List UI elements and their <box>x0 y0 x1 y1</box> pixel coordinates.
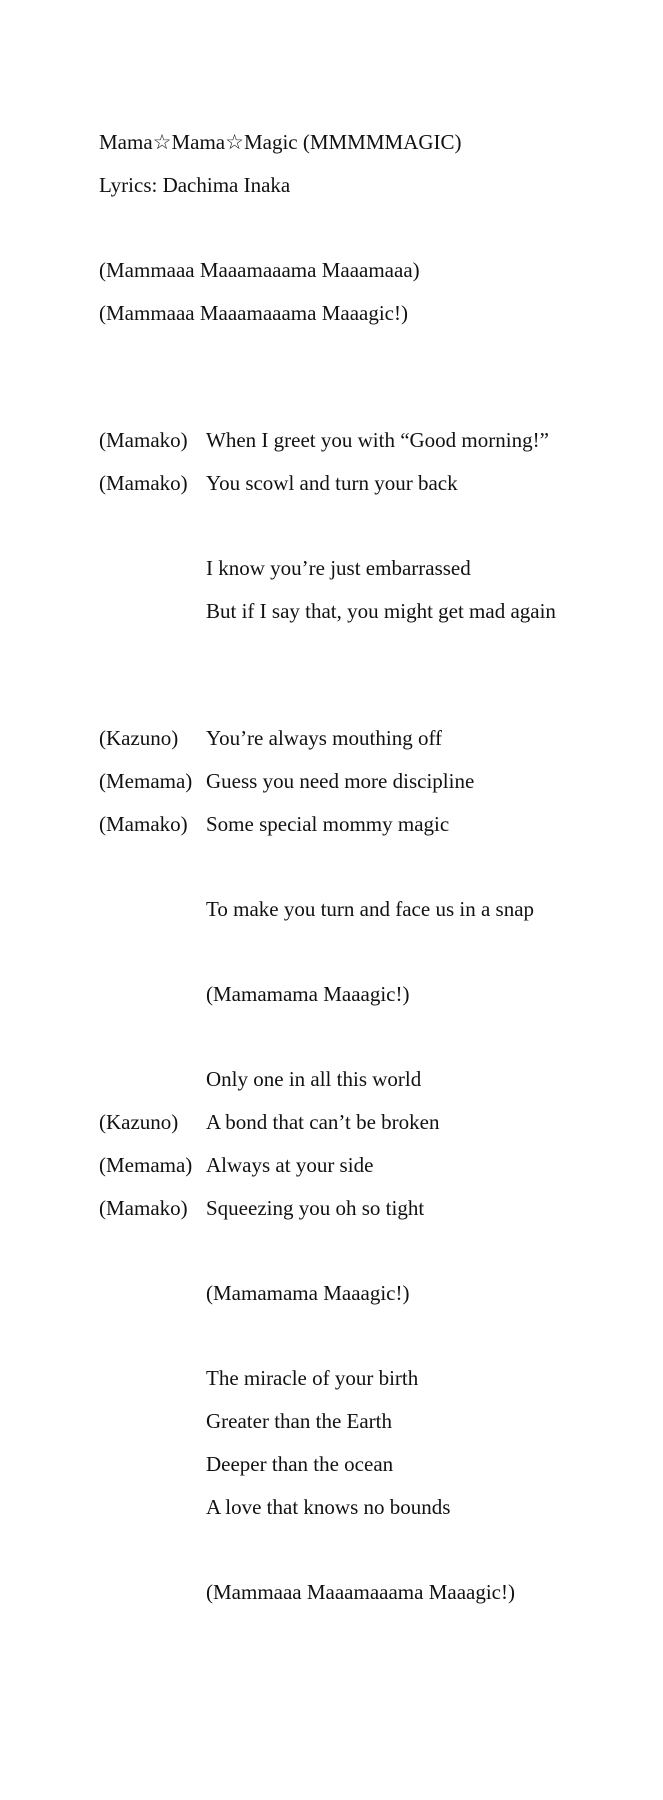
song-title: Mama☆Mama☆Magic (MMMMMAGIC) <box>99 130 462 154</box>
lyric-text: A love that knows no bounds <box>206 1495 451 1519</box>
lyric-text: Some special mommy magic <box>206 812 450 836</box>
intro-text: (Mammaaa Maaamaaama Maaamaaa) <box>99 258 420 282</box>
song-title-line <box>99 121 643 163</box>
lyric-text: You scowl and turn your back <box>206 471 458 495</box>
lyric-text: Squeezing you oh so tight <box>206 1196 425 1220</box>
lyric-line <box>99 1272 643 1314</box>
lyric-line <box>99 717 643 759</box>
lyric-line <box>99 1058 643 1100</box>
lyric-line <box>99 1357 643 1399</box>
lyric-line <box>99 973 643 1015</box>
lyric-text: Guess you need more discipline <box>206 769 475 793</box>
lyric-text: (Mamamama Maaagic!) <box>206 982 410 1006</box>
lyrics-credit: Lyrics: Dachima Inaka <box>99 173 291 197</box>
lyric-line <box>99 760 643 802</box>
speaker-label: (Memama) <box>99 1153 193 1177</box>
intro-text: (Mammaaa Maaamaaama Maaagic!) <box>99 301 408 325</box>
lyric-text: The miracle of your birth <box>206 1366 419 1390</box>
lyric-line <box>99 1486 643 1528</box>
lyric-text: I know you’re just embarrassed <box>206 556 471 580</box>
lyric-text: (Mamamama Maaagic!) <box>206 1281 410 1305</box>
speaker-label: (Mamako) <box>99 1196 188 1220</box>
intro-line <box>99 292 643 334</box>
lyric-line <box>99 1443 643 1485</box>
speaker-label: (Mamako) <box>99 812 188 836</box>
speaker-label: (Mamako) <box>99 428 188 452</box>
lyric-line <box>99 462 643 504</box>
lyric-line <box>99 1144 643 1186</box>
lyric-line <box>99 1571 643 1613</box>
lyric-line <box>99 419 643 461</box>
lyric-line <box>99 1187 643 1229</box>
speaker-label: (Kazuno) <box>99 1110 179 1134</box>
lyric-line <box>99 803 643 845</box>
lyric-text: You’re always mouthing off <box>206 726 443 750</box>
lyric-text: Deeper than the ocean <box>206 1452 394 1476</box>
lyric-text: Greater than the Earth <box>206 1409 392 1433</box>
intro-line <box>99 249 643 291</box>
lyric-text: To make you turn and face us in a snap <box>206 897 535 921</box>
lyric-line <box>99 888 643 930</box>
lyric-line <box>99 1101 643 1143</box>
lyric-line <box>99 1400 643 1442</box>
lyric-line <box>99 590 643 632</box>
lyric-text: A bond that can’t be broken <box>206 1110 440 1134</box>
lyric-text: But if I say that, you might get mad again <box>206 599 556 623</box>
lyric-line <box>99 547 643 589</box>
lyric-text: When I greet you with “Good morning!” <box>206 428 549 452</box>
lyric-text: Always at your side <box>206 1153 374 1177</box>
lyric-text: Only one in all this world <box>206 1067 422 1091</box>
lyric-text: (Mammaaa Maaamaaama Maaagic!) <box>206 1580 515 1604</box>
speaker-label: (Kazuno) <box>99 726 179 750</box>
speaker-label: (Mamako) <box>99 471 188 495</box>
lyrics-credit-line <box>99 164 643 206</box>
speaker-label: (Memama) <box>99 769 193 793</box>
